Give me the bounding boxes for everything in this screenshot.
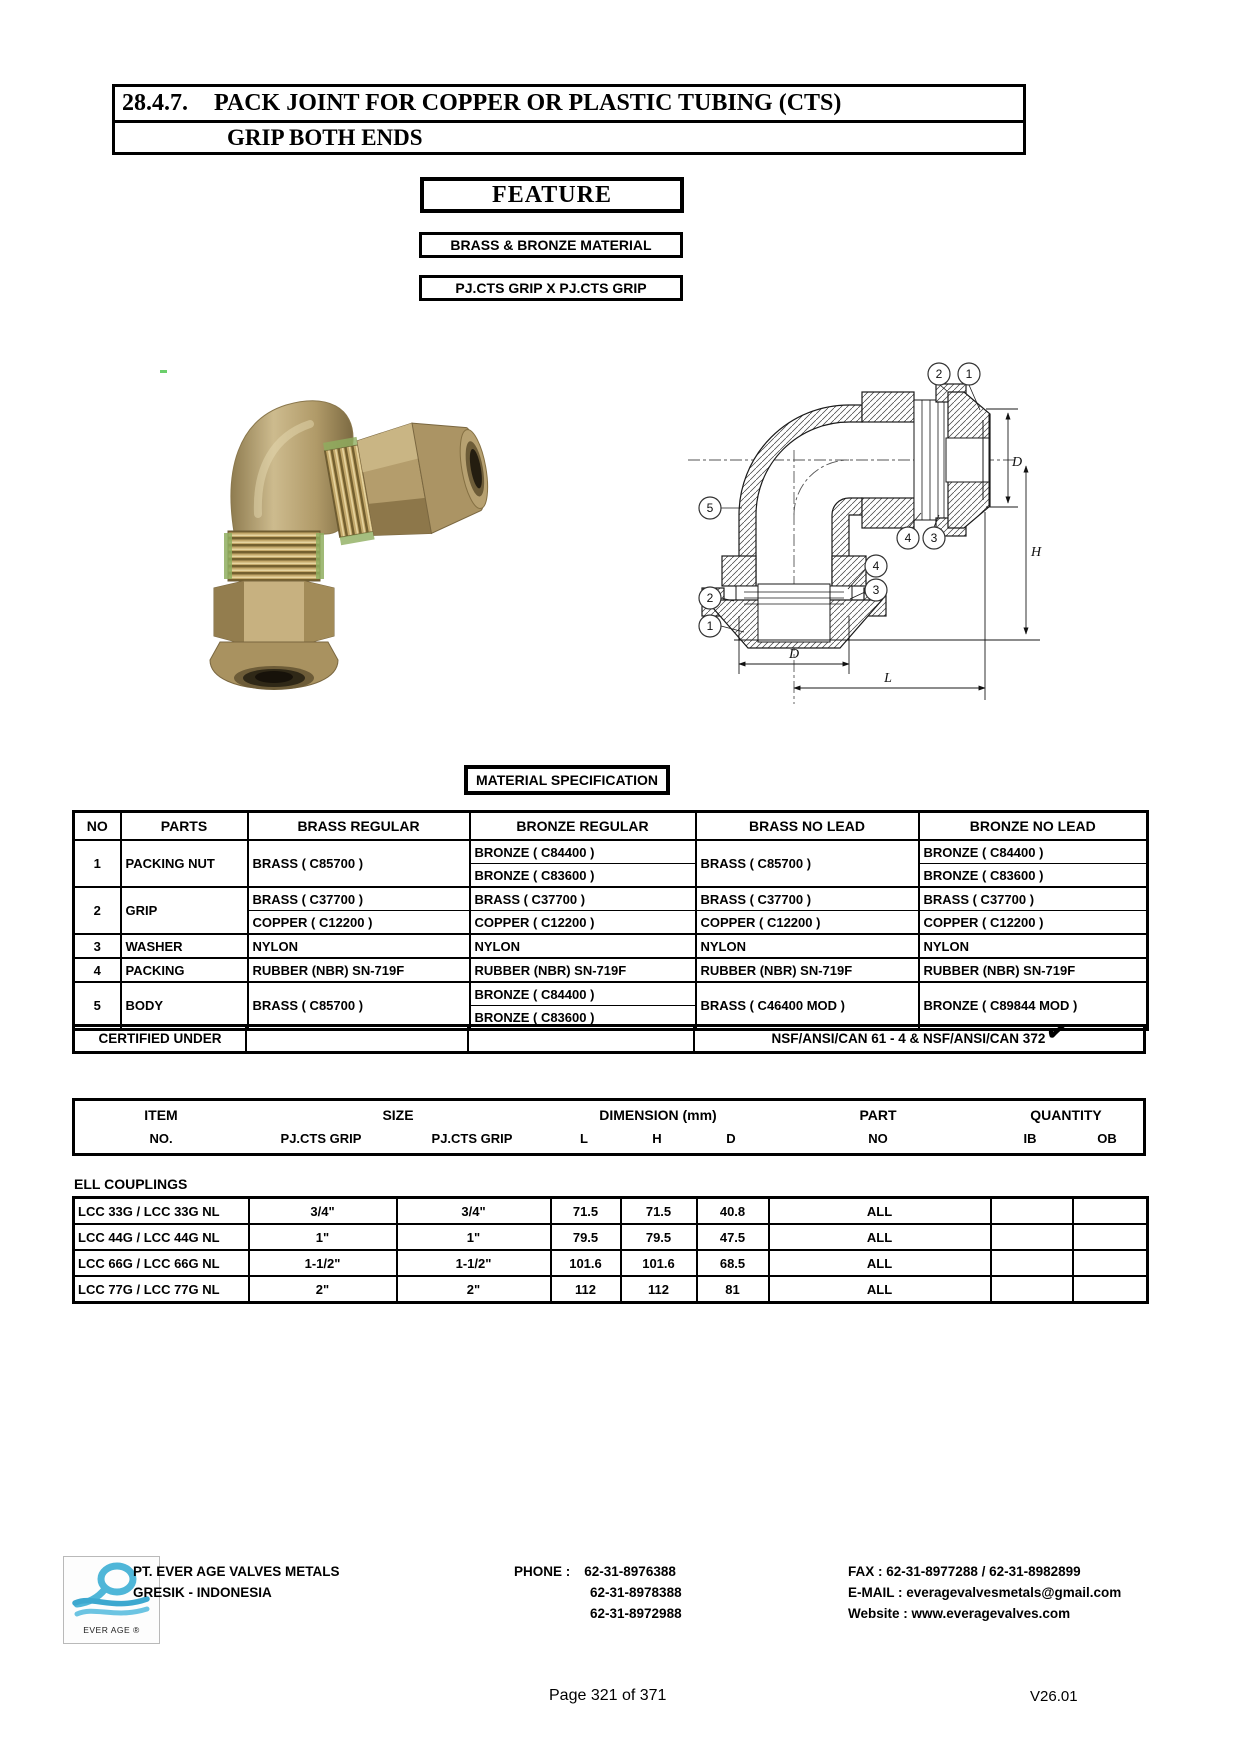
- table-cell: BRASS ( C37700 ): [696, 887, 919, 911]
- check-mark-icon: ✔: [1045, 1017, 1069, 1048]
- section-number: 28.4.7.: [122, 90, 188, 116]
- table-cell: 68.5: [697, 1250, 769, 1276]
- logo-caption: EVER AGE ®: [83, 1625, 140, 1635]
- table-cell: BRONZE ( C84400 ): [919, 840, 1148, 864]
- table-cell: BRASS ( C85700 ): [248, 840, 470, 887]
- ell-couplings-table: [72, 1196, 1149, 1304]
- table-cell: 4: [74, 958, 121, 982]
- sub-header-no: NO.: [149, 1131, 173, 1146]
- header-row: [74, 812, 1148, 841]
- table-cell: NYLON: [919, 934, 1148, 958]
- svg-text:1: 1: [706, 619, 714, 633]
- column-header: PARTS: [121, 812, 248, 841]
- sub-header-part-no: NO: [868, 1131, 888, 1146]
- company-name: PT. EVER AGE VALVES METALS: [133, 1564, 340, 1579]
- sub-header-ib: IB: [1023, 1131, 1037, 1146]
- table-row: [74, 982, 1148, 1006]
- table-cell: BRASS ( C85700 ): [248, 982, 470, 1030]
- page-number: Page 321 of 371: [549, 1687, 667, 1704]
- table-cell: BRASS ( C85700 ): [696, 840, 919, 887]
- table-cell: BRONZE ( C83600 ): [919, 864, 1148, 888]
- table-cell: BRONZE ( C83600 ): [470, 1006, 696, 1030]
- dim-h: H: [1031, 545, 1042, 560]
- dimension-table-header: [72, 1098, 1146, 1156]
- svg-text:2: 2: [706, 591, 714, 605]
- table-cell: [1073, 1276, 1148, 1303]
- callout-1-top: [958, 363, 980, 385]
- table-cell: 2: [74, 887, 121, 934]
- table-row: [74, 1250, 1148, 1276]
- table-cell: 1": [397, 1224, 551, 1250]
- table-cell: 1-1/2": [249, 1250, 397, 1276]
- table-cell: PACKING: [121, 958, 248, 982]
- table-cell: BRONZE ( C83600 ): [470, 864, 696, 888]
- group-header-quantity: QUANTITY: [1030, 1107, 1102, 1123]
- table-cell: 2": [249, 1276, 397, 1303]
- table-cell: [1073, 1250, 1148, 1276]
- table-cell: RUBBER (NBR) SN-719F: [470, 958, 696, 982]
- technical-drawing: [600, 325, 1060, 725]
- dim-d-bottom: D: [788, 647, 800, 662]
- table-row: [74, 1276, 1148, 1303]
- title-line-2: GRIP BOTH ENDS: [227, 125, 423, 150]
- feature-heading: FEATURE: [420, 177, 684, 213]
- table-cell: BRASS ( C37700 ): [248, 887, 470, 911]
- table-cell: 3: [74, 934, 121, 958]
- phone-label: PHONE :: [514, 1564, 571, 1579]
- certified-label: CERTIFIED UNDER: [75, 1027, 247, 1051]
- table-cell: [991, 1276, 1073, 1303]
- table-cell: GRIP: [121, 887, 248, 934]
- sub-header-h: H: [652, 1131, 662, 1146]
- table-cell: COPPER ( C12200 ): [248, 911, 470, 935]
- column-header: BRASS REGULAR: [248, 812, 470, 841]
- svg-text:1: 1: [965, 367, 973, 381]
- callout-5: [699, 497, 721, 519]
- grip-washer-rings-top: [914, 400, 948, 520]
- website-line: Website : www.everagevalves.com: [848, 1606, 1071, 1621]
- table-cell: 2": [397, 1276, 551, 1303]
- table-cell: 71.5: [621, 1198, 697, 1225]
- fax-line: FAX : 62-31-8977288 / 62-31-8982899: [848, 1564, 1081, 1579]
- table-cell: 112: [621, 1276, 697, 1303]
- phone-line: [514, 1561, 682, 1582]
- table-cell: WASHER: [121, 934, 248, 958]
- table-cell: BRONZE ( C84400 ): [470, 840, 696, 864]
- callout-2-top: [928, 363, 950, 385]
- table-cell: BRASS ( C37700 ): [919, 887, 1148, 911]
- ell-couplings-table-wrap: [72, 1196, 1149, 1304]
- page-title: PACK JOINT FOR COPPER OR PLASTIC TUBING (CTS): [214, 90, 842, 116]
- phone-number: 62-31-8976388: [584, 1564, 676, 1579]
- phone-block: [514, 1561, 682, 1624]
- table-cell: LCC 44G / LCC 44G NL: [74, 1224, 249, 1250]
- table-cell: 112: [551, 1276, 621, 1303]
- sub-header-d: D: [726, 1131, 736, 1146]
- table-cell: 3/4": [249, 1198, 397, 1225]
- table-cell: [991, 1250, 1073, 1276]
- material-spec-table: [72, 810, 1149, 1031]
- svg-text:5: 5: [706, 501, 714, 515]
- callout-1-bottom: [699, 615, 721, 637]
- table-cell: RUBBER (NBR) SN-719F: [696, 958, 919, 982]
- section-label: ELL COUPLINGS: [74, 1176, 188, 1192]
- photo-bottom-port: [210, 531, 338, 690]
- group-header-size: SIZE: [382, 1107, 414, 1123]
- table-cell: ALL: [769, 1224, 991, 1250]
- table-cell: 81: [697, 1276, 769, 1303]
- title-line-1: [115, 87, 1023, 123]
- sub-header-size2: PJ.CTS GRIP: [431, 1131, 513, 1146]
- table-cell: 1: [74, 840, 121, 887]
- table-cell: [991, 1198, 1073, 1225]
- column-header: BRASS NO LEAD: [696, 812, 919, 841]
- product-photo: [140, 348, 510, 708]
- certified-empty-cell: [247, 1027, 469, 1051]
- table-row: [74, 840, 1148, 864]
- svg-text:4: 4: [872, 559, 880, 573]
- table-cell: 3/4": [397, 1198, 551, 1225]
- table-cell: 79.5: [551, 1224, 621, 1250]
- svg-text:3: 3: [872, 583, 880, 597]
- table-cell: 47.5: [697, 1224, 769, 1250]
- sub-header-ob: OB: [1097, 1131, 1117, 1146]
- column-header: BRONZE NO LEAD: [919, 812, 1148, 841]
- callout-3-bottom: [865, 579, 887, 601]
- table-cell: ALL: [769, 1276, 991, 1303]
- company-info: [133, 1561, 340, 1603]
- table-cell: COPPER ( C12200 ): [919, 911, 1148, 935]
- material-spec-heading: MATERIAL SPECIFICATION: [464, 765, 670, 795]
- table-row: [74, 887, 1148, 911]
- table-cell: RUBBER (NBR) SN-719F: [248, 958, 470, 982]
- table-row: [74, 958, 1148, 982]
- table-cell: ALL: [769, 1198, 991, 1225]
- feature-material-label: BRASS & BRONZE MATERIAL: [419, 232, 683, 258]
- table-cell: NYLON: [248, 934, 470, 958]
- table-cell: NYLON: [470, 934, 696, 958]
- version-label: V26.01: [1030, 1688, 1078, 1705]
- phone-number: 62-31-8972988: [590, 1606, 682, 1621]
- bore-bottom: [758, 584, 830, 642]
- table-cell: COPPER ( C12200 ): [470, 911, 696, 935]
- table-row: [74, 1198, 1148, 1225]
- column-header: BRONZE REGULAR: [470, 812, 696, 841]
- sub-header-l: L: [580, 1131, 588, 1146]
- table-cell: 5: [74, 982, 121, 1030]
- table-cell: COPPER ( C12200 ): [696, 911, 919, 935]
- table-cell: BRONZE ( C89844 MOD ): [919, 982, 1148, 1030]
- table-cell: NYLON: [696, 934, 919, 958]
- table-cell: BRASS ( C46400 MOD ): [696, 982, 919, 1030]
- callout-3-top: [923, 527, 945, 549]
- table-cell: RUBBER (NBR) SN-719F: [919, 958, 1148, 982]
- table-cell: BODY: [121, 982, 248, 1030]
- table-cell: BRONZE ( C84400 ): [470, 982, 696, 1006]
- svg-text:2: 2: [935, 367, 943, 381]
- callout-2-bottom: [699, 587, 721, 609]
- table-row: [74, 934, 1148, 958]
- contact-block: [848, 1561, 1121, 1624]
- dim-d-top: D: [1012, 455, 1023, 470]
- group-header-item: ITEM: [144, 1107, 178, 1123]
- svg-text:4: 4: [904, 531, 912, 545]
- table-cell: PACKING NUT: [121, 840, 248, 887]
- sub-header-size1: PJ.CTS GRIP: [280, 1131, 362, 1146]
- table-cell: 1-1/2": [397, 1250, 551, 1276]
- table-cell: 1": [249, 1224, 397, 1250]
- svg-text:3: 3: [930, 531, 938, 545]
- table-cell: [1073, 1198, 1148, 1225]
- table-cell: ALL: [769, 1250, 991, 1276]
- photo-artifact: [160, 370, 167, 373]
- table-cell: 101.6: [551, 1250, 621, 1276]
- certified-empty-cell: [469, 1027, 695, 1051]
- callout-4-bottom: [865, 555, 887, 577]
- table-cell: [1073, 1224, 1148, 1250]
- column-header: NO: [74, 812, 121, 841]
- dim-l: L: [884, 671, 892, 686]
- email-line: E-MAIL : everagevalvesmetals@gmail.com: [848, 1585, 1122, 1600]
- phone-number: 62-31-8978388: [590, 1585, 682, 1600]
- callout-4-top: [897, 527, 919, 549]
- table-cell: BRASS ( C37700 ): [470, 887, 696, 911]
- table-cell: 79.5: [621, 1224, 697, 1250]
- table-cell: [991, 1224, 1073, 1250]
- table-cell: LCC 77G / LCC 77G NL: [74, 1276, 249, 1303]
- table-cell: LCC 33G / LCC 33G NL: [74, 1198, 249, 1225]
- certified-value-cell: [695, 1017, 1143, 1051]
- feature-connection-label: PJ.CTS GRIP X PJ.CTS GRIP: [419, 275, 683, 301]
- table-cell: 71.5: [551, 1198, 621, 1225]
- group-header-dimension: DIMENSION (mm): [599, 1107, 717, 1123]
- group-header-part: PART: [859, 1107, 897, 1123]
- table-cell: LCC 66G / LCC 66G NL: [74, 1250, 249, 1276]
- certified-value: NSF/ANSI/CAN 61 - 4 & NSF/ANSI/CAN 372: [771, 1031, 1046, 1046]
- table-row: [74, 1224, 1148, 1250]
- table-cell: 101.6: [621, 1250, 697, 1276]
- material-spec-table-wrap: [72, 810, 1149, 1031]
- company-location: GRESIK - INDONESIA: [133, 1585, 272, 1600]
- table-cell: 40.8: [697, 1198, 769, 1225]
- title-block: [112, 84, 1026, 155]
